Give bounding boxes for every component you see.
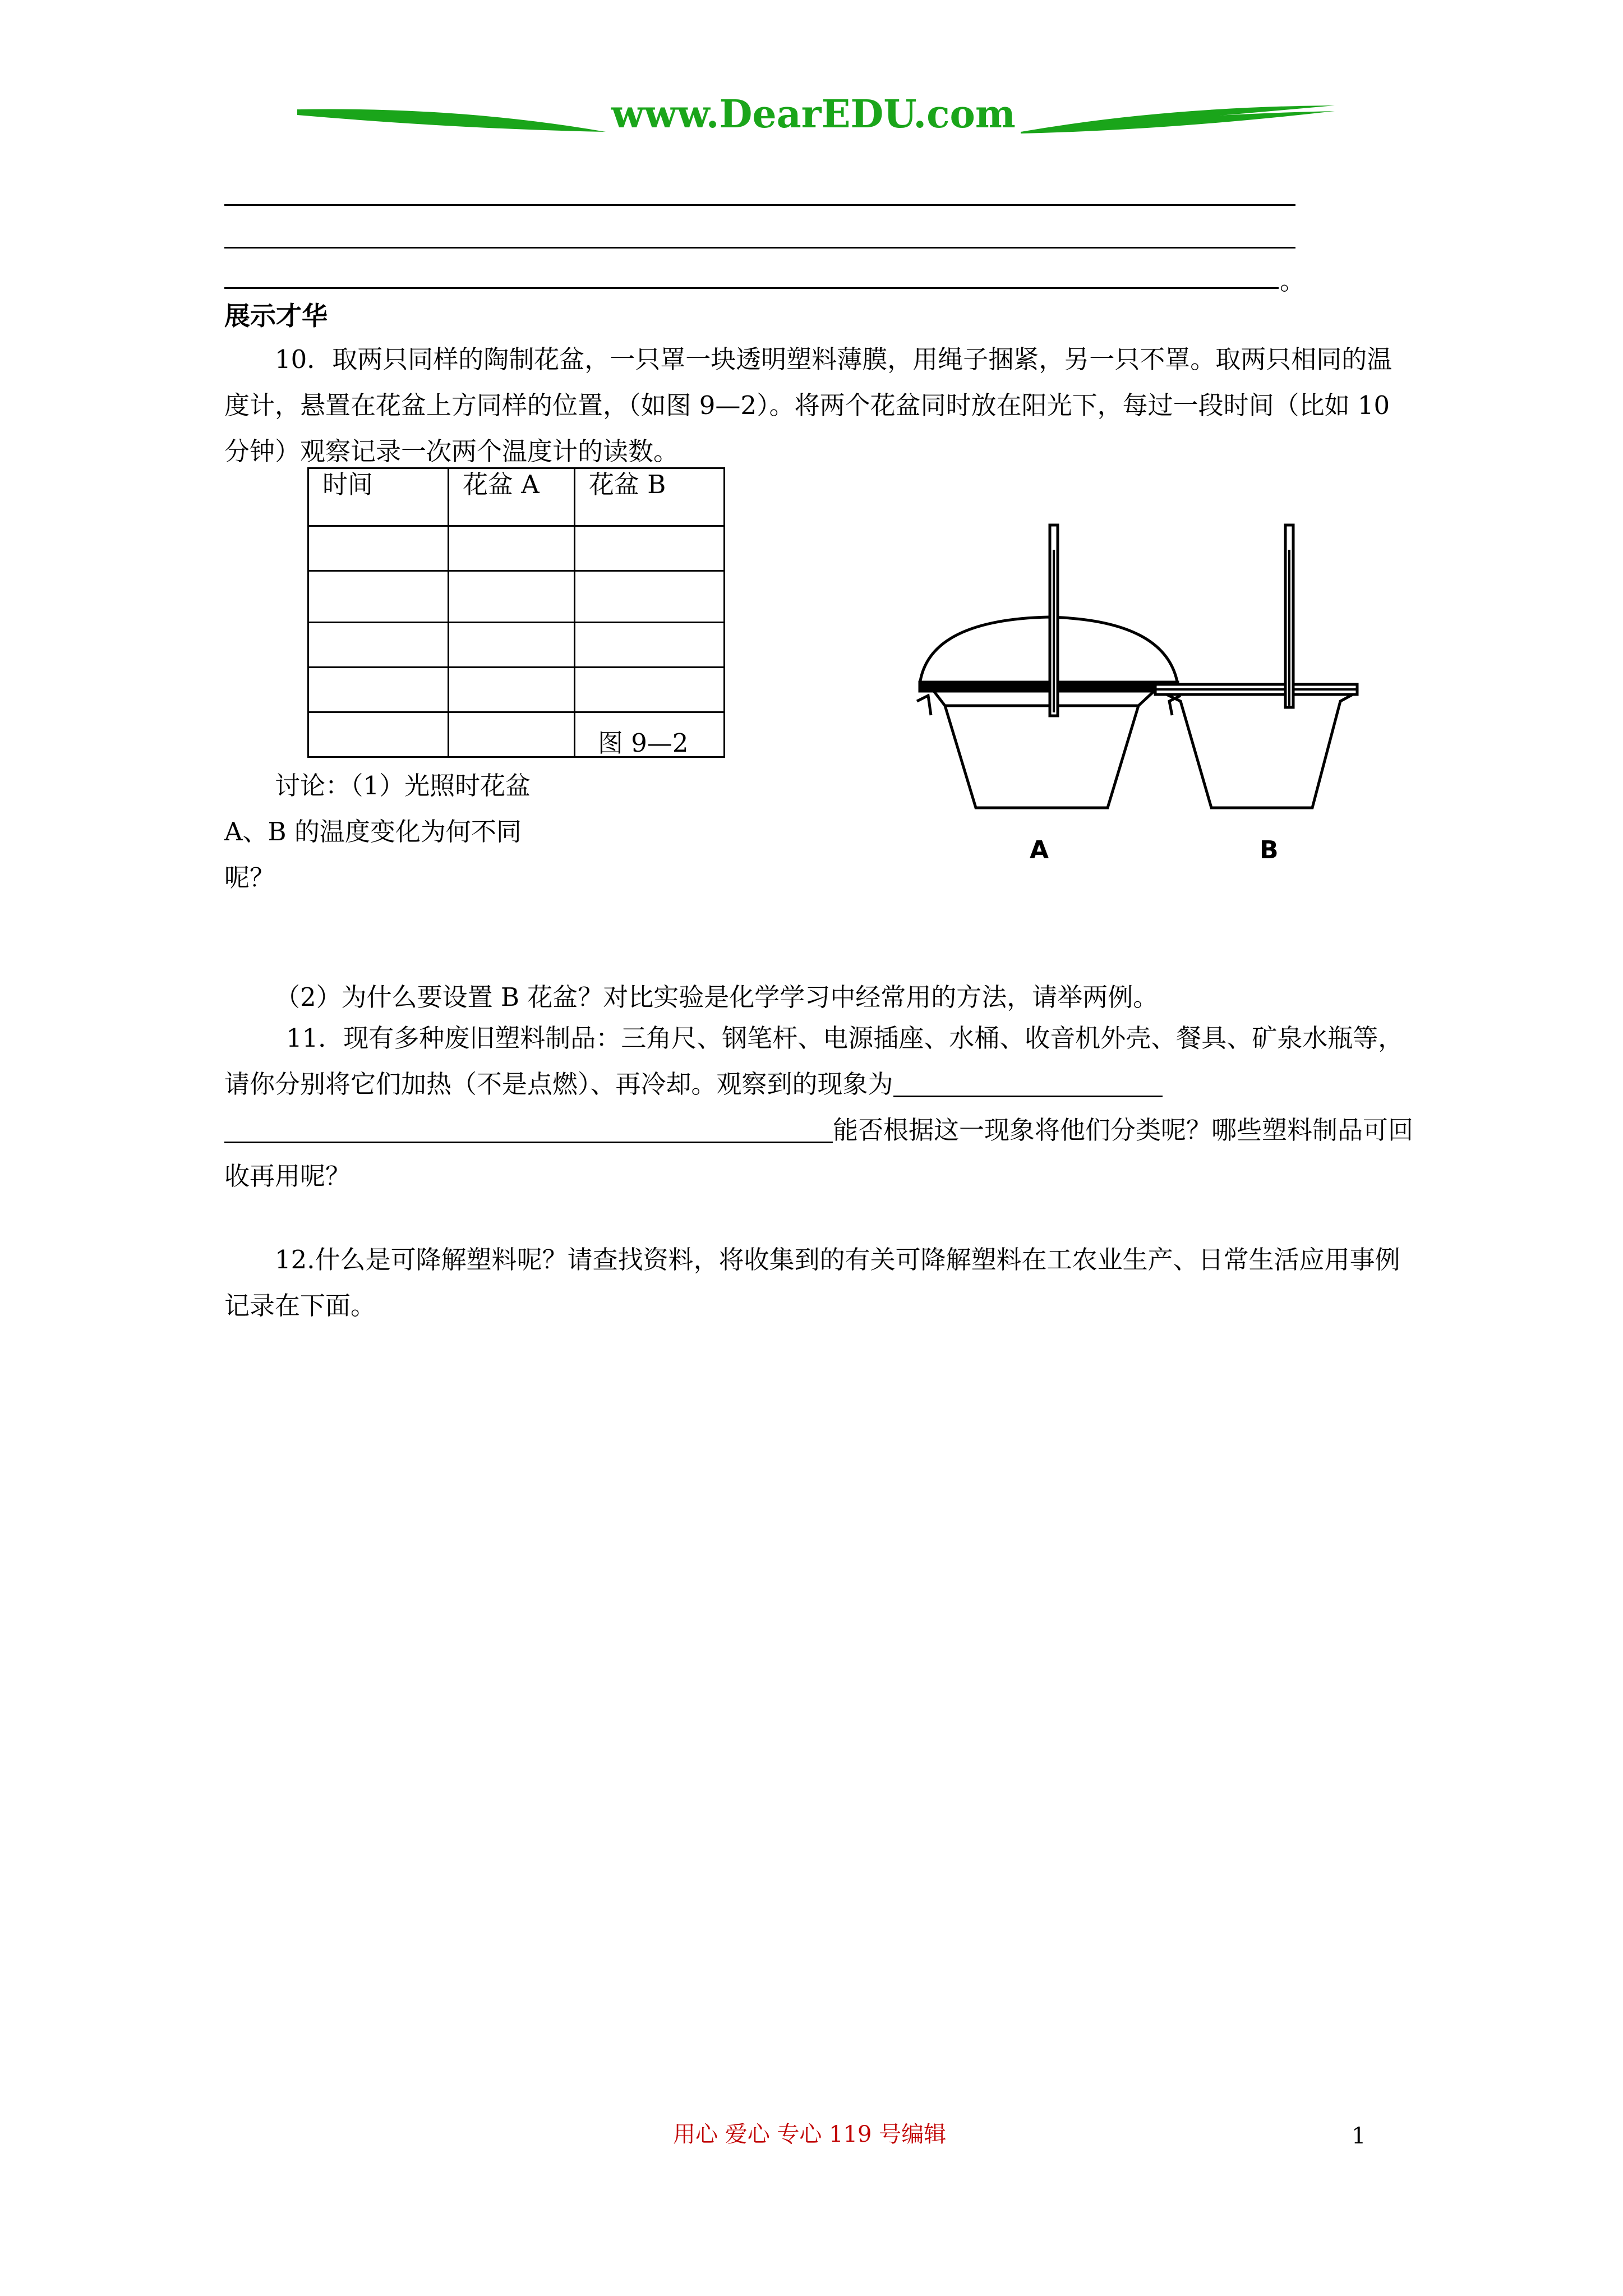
table-cell [449,623,575,668]
table-header-time: 时间 [308,468,449,526]
answer-line-2 [224,247,1295,249]
answer-line-1 [224,204,1295,206]
figure-caption: 图 9—2 [575,712,725,757]
question-10-text [224,337,1413,475]
logo-text: www.DearEDU.com [611,92,1016,137]
table-header-pot-a: 花盆 A [449,468,575,526]
table-row [308,571,725,623]
flower-pot-b-illustration [1155,525,1357,808]
section-title: 展示才华 [224,301,328,331]
table-cell [449,571,575,623]
figure-label-a: A [1030,836,1049,864]
page-number: 1 [1352,2123,1366,2149]
flower-pot-figure [897,516,1380,869]
table-cell [575,668,725,712]
table-header-pot-b: 花盆 B [575,468,725,526]
table-row [308,526,725,571]
table-header-row [308,468,725,526]
table-row [308,668,725,712]
question-10-body: 10．取两只同样的陶制花盆，一只罩一块透明塑料薄膜，用绳子捆紧，另一只不罩。取两只相同的温度计，悬置在花盆上方同样的位置，（如图 9—2）。将两个花盆同时放在阳光下，每过一段时间（比如 10 分钟）观察记录一次两个温度计的读数。 [224,344,1393,466]
answer-end-mark: 。 [1280,266,1306,296]
question-11-text [224,1015,1413,1199]
table-cell [575,571,725,623]
table-cell [308,712,449,757]
table-cell [449,668,575,712]
table-cell [308,668,449,712]
figure-label-b: B [1260,836,1279,864]
flower-pot-a-illustration [917,525,1181,808]
table-cell [575,623,725,668]
footer-text: 用心 爱心 专心 119 号编辑 [673,2122,947,2147]
table-cell [308,571,449,623]
discussion-1-text: 讨论：（1）光照时花盆 A、B 的温度变化为何不同呢？ [224,771,531,892]
temperature-record-table [307,467,725,758]
table-cell [308,623,449,668]
question-12-body: 12.什么是可降解塑料呢？请查找资料，将收集到的有关可降解塑料在工农业生产、日常生活应用事例记录在下面。 [224,1245,1400,1320]
table-row [308,712,725,757]
answer-line-3 [224,287,1279,289]
header-logo [292,90,1340,151]
question-11-part2: 能否根据这一现象将他们分类呢？哪些塑料制品可回收再用呢？ [224,1115,1414,1191]
table-cell [308,526,449,571]
discussion-1 [224,763,555,901]
discussion-2: （2）为什么要设置 B 花盆？对比实验是化学学习中经常用的方法，请举两例。 [275,982,1159,1012]
question-12-text [224,1237,1413,1329]
question-11-part1: 11．现有多种废旧塑料制品：三角尺、钢笔杆、电源插座、水桶、收音机外壳、餐具、矿泉水瓶等，请你分别将它们加热（不是点燃）、再冷却。观察到的现象为 [224,1023,1404,1099]
table-cell [449,712,575,757]
question-11-blank-1 [893,1073,1163,1097]
table-row [308,623,725,668]
question-11-blank-2 [224,1119,833,1143]
table-cell [449,526,575,571]
table-cell [575,526,725,571]
